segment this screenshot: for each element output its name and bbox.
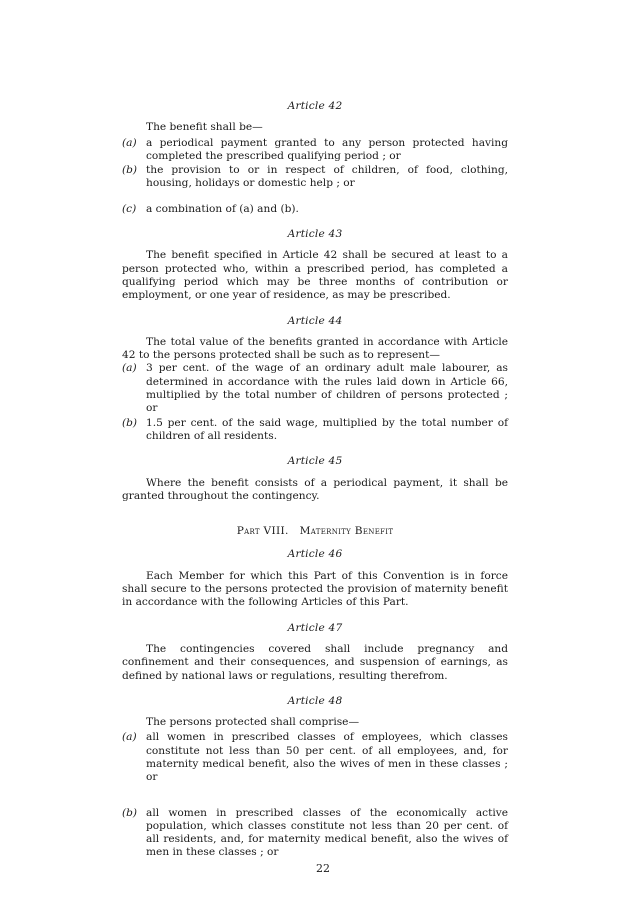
list-item <box>122 731 508 784</box>
part-title: Maternity Benefit <box>299 525 394 538</box>
article-42 <box>122 100 508 216</box>
list-item <box>122 137 508 164</box>
item-text: a periodical payment granted to any person protected having completed the prescribed qualifying period ; or <box>146 136 508 162</box>
item-text: a combination of (a) and (b). <box>146 202 299 215</box>
article-lead: The benefit shall be— <box>146 121 263 134</box>
item-marker: (b) <box>122 164 138 177</box>
article-title: Article 42 <box>287 100 343 112</box>
article-text: Where the benefit consists of a periodical payment, it shall be granted throughout the contingency. <box>122 476 508 502</box>
item-text: the provision to or in respect of children, of food, clothing, housing, holidays or domestic help ; or <box>146 164 508 190</box>
item-marker: (a) <box>122 136 137 149</box>
item-text: 3 per cent. of the wage of an ordinary adult male labourer, as determined in accordance with the rules laid down in Article 66, multiplied by the total number of children of persons protected ; or <box>146 362 508 415</box>
item-marker: (a) <box>122 731 137 744</box>
article-46 <box>122 548 508 609</box>
article-45 <box>122 455 508 503</box>
article-title: Article 44 <box>287 314 343 327</box>
page-number: 22 <box>316 862 330 875</box>
list-item <box>122 362 508 415</box>
part-label: Part VIII. <box>236 525 289 538</box>
article-title: Article 43 <box>287 228 343 241</box>
article-44 <box>122 315 508 444</box>
list-item <box>122 807 508 860</box>
item-marker: (c) <box>122 202 137 215</box>
article-title: Article 47 <box>287 621 343 634</box>
article-lead: The persons protected shall comprise— <box>146 716 360 729</box>
article-title: Article 46 <box>287 548 343 561</box>
article-48 <box>122 695 508 860</box>
article-text: The total value of the benefits granted in accordance with Article 42 to the persons protected shall be such as to represent— <box>122 335 508 362</box>
list-item <box>122 417 508 444</box>
list-item <box>122 203 508 216</box>
article-text: The contingencies covered shall include pregnancy and confinement and their consequences, and suspension of earnings, as defined by national laws or regulations, resulting therefrom. <box>122 642 508 682</box>
part-heading <box>122 525 508 538</box>
item-text: all women in prescribed classes of the economically active population, which classes constitute not less than 20 per cent. of all residents, and, for maternity medical benefit, also the wives of men in these classes ; or <box>146 806 508 859</box>
item-marker: (b) <box>122 416 138 429</box>
item-marker: (b) <box>122 806 138 819</box>
list-item <box>122 164 508 191</box>
article-text: Each Member for which this Part of this Convention is in force shall secure to the persons protected the provision of maternity benefit in accordance with the following Articles of this Part. <box>122 569 508 609</box>
item-text: all women in prescribed classes of employees, which classes constitute not less than 50 per cent. of all employees, and, for maternity medical benefit, also the wives of men in these classes ; or <box>146 731 508 784</box>
article-title: Article 48 <box>287 694 343 707</box>
item-marker: (a) <box>122 362 137 375</box>
article-47 <box>122 622 508 683</box>
article-text: The benefit specified in Article 42 shall be secured at least to a person protected who, within a prescribed period, has completed a qualifying period which may be three months of contribution or employment, or one year of residence, as may be prescribed. <box>122 249 508 302</box>
item-text: 1.5 per cent. of the said wage, multiplied by the total number of children of all residents. <box>146 416 508 442</box>
article-title: Article 45 <box>287 455 343 468</box>
article-43 <box>122 228 508 302</box>
